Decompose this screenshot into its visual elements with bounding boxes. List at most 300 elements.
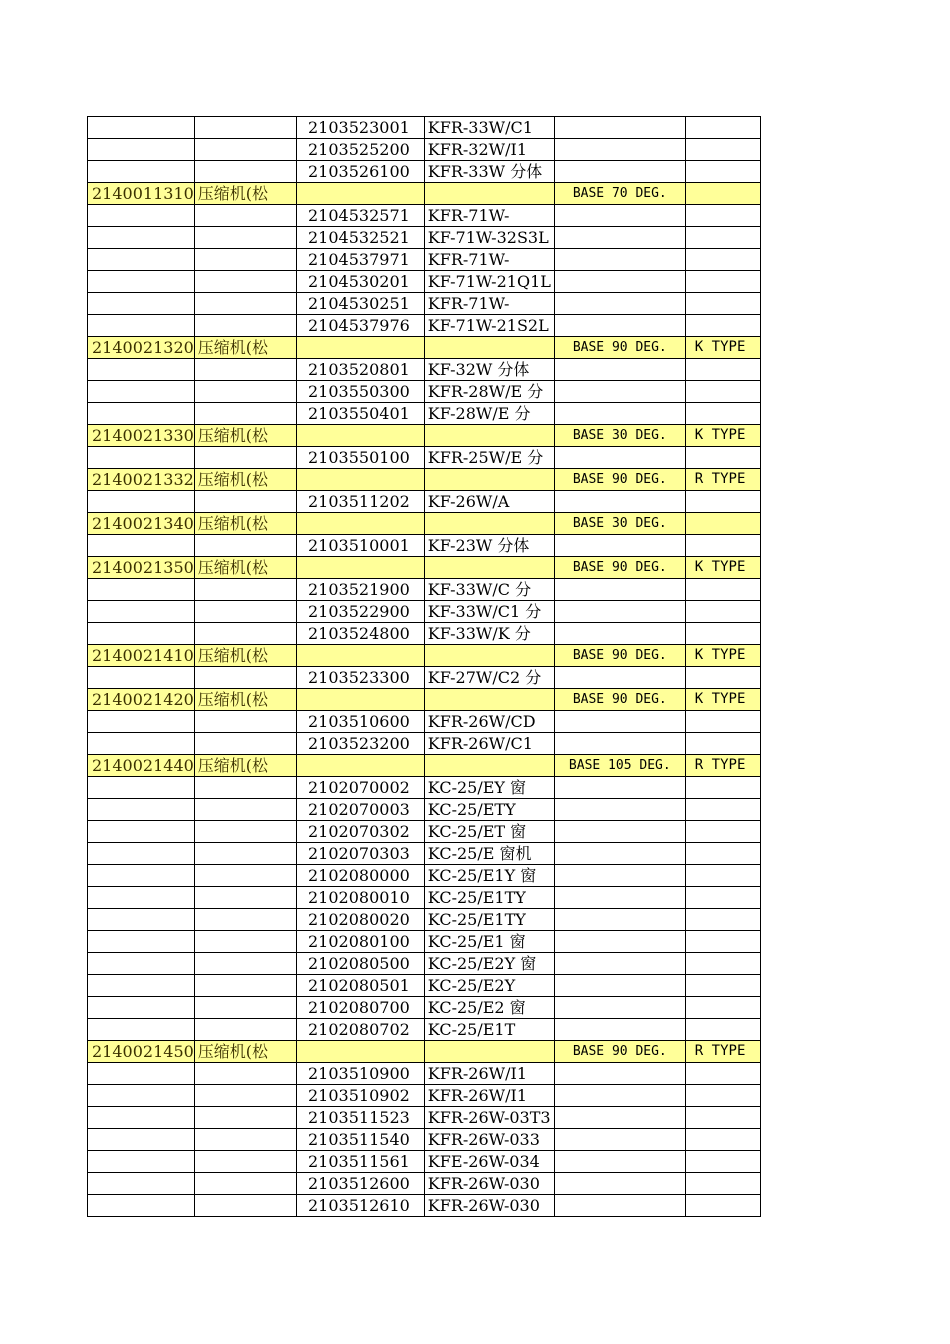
type-cell [685, 1195, 760, 1217]
type-cell: K TYPE [685, 337, 760, 359]
table-row [88, 293, 761, 315]
base-angle-cell [554, 249, 685, 271]
type-cell [685, 227, 760, 249]
compressor-code-cell [88, 1129, 195, 1151]
compressor-code-cell [88, 733, 195, 755]
unit-code-cell [296, 557, 424, 579]
compressor-code-cell [88, 931, 195, 953]
unit-code-cell: 2103510902 [296, 1085, 424, 1107]
compressor-code-cell [88, 1195, 195, 1217]
unit-code-cell [296, 425, 424, 447]
unit-code-cell: 2102080020 [296, 909, 424, 931]
compressor-name-cell [194, 161, 296, 183]
unit-code-cell: 2103523300 [296, 667, 424, 689]
compressor-code-cell [88, 271, 195, 293]
base-angle-cell [554, 997, 685, 1019]
compressor-code-cell [88, 535, 195, 557]
compressor-code-cell [88, 1173, 195, 1195]
compressor-name-cell [194, 997, 296, 1019]
table-row [88, 447, 761, 469]
compressor-header-row [88, 469, 761, 491]
compressor-code-cell: 2140021340 [88, 513, 195, 535]
compressor-name-cell [194, 1151, 296, 1173]
unit-code-cell: 2103525200 [296, 139, 424, 161]
type-cell [685, 183, 760, 205]
unit-code-cell: 2102070002 [296, 777, 424, 799]
compressor-code-cell [88, 403, 195, 425]
type-cell [685, 1085, 760, 1107]
base-angle-cell [554, 315, 685, 337]
base-angle-cell [554, 843, 685, 865]
base-angle-cell [554, 1195, 685, 1217]
base-angle-cell [554, 1173, 685, 1195]
type-cell [685, 601, 760, 623]
model-cell: KF-33W/K 分 [424, 623, 554, 645]
table-row [88, 535, 761, 557]
type-cell [685, 381, 760, 403]
unit-code-cell: 2102080500 [296, 953, 424, 975]
compressor-name-cell [194, 667, 296, 689]
type-cell: R TYPE [685, 755, 760, 777]
compressor-code-cell [88, 205, 195, 227]
table-row [88, 1019, 761, 1041]
base-angle-cell [554, 447, 685, 469]
table-row [88, 623, 761, 645]
compressor-name-cell [194, 821, 296, 843]
unit-code-cell: 2102080100 [296, 931, 424, 953]
unit-code-cell: 2103512600 [296, 1173, 424, 1195]
model-cell: KFR-26W-030 [424, 1195, 554, 1217]
compressor-code-cell [88, 359, 195, 381]
type-cell: K TYPE [685, 645, 760, 667]
type-cell [685, 711, 760, 733]
model-cell: KF-27W/C2 分 [424, 667, 554, 689]
compressor-name-cell [194, 293, 296, 315]
type-cell [685, 821, 760, 843]
type-cell [685, 513, 760, 535]
compressor-code-cell [88, 623, 195, 645]
compressor-name-cell: 压缩机(松 [194, 513, 296, 535]
unit-code-cell: 2104537976 [296, 315, 424, 337]
compressor-name-cell [194, 359, 296, 381]
table-row [88, 1107, 761, 1129]
compressor-name-cell [194, 799, 296, 821]
compressor-code-cell [88, 1085, 195, 1107]
type-cell [685, 623, 760, 645]
type-cell [685, 579, 760, 601]
type-cell [685, 887, 760, 909]
unit-code-cell: 2102080702 [296, 1019, 424, 1041]
base-angle-cell: BASE 90 DEG. [554, 469, 685, 491]
model-cell: KC-25/E2Y 窗 [424, 953, 554, 975]
base-angle-cell [554, 733, 685, 755]
table-row [88, 117, 761, 139]
compressor-name-cell: 压缩机(松 [194, 425, 296, 447]
unit-code-cell: 2103510600 [296, 711, 424, 733]
compressor-name-cell [194, 777, 296, 799]
type-cell [685, 447, 760, 469]
unit-code-cell [296, 755, 424, 777]
compressor-name-cell [194, 205, 296, 227]
compressor-name-cell: 压缩机(松 [194, 1041, 296, 1063]
base-angle-cell [554, 161, 685, 183]
model-cell: KF-33W/C1 分 [424, 601, 554, 623]
compressor-code-cell [88, 381, 195, 403]
model-cell [424, 689, 554, 711]
model-cell: KFR-28W/E 分 [424, 381, 554, 403]
table-row [88, 139, 761, 161]
model-cell: KF-26W/A [424, 491, 554, 513]
unit-code-cell [296, 337, 424, 359]
base-angle-cell [554, 1129, 685, 1151]
compressor-code-cell [88, 447, 195, 469]
model-cell: KF-71W-32S3L [424, 227, 554, 249]
model-cell [424, 337, 554, 359]
unit-code-cell: 2103520801 [296, 359, 424, 381]
unit-code-cell: 2103523200 [296, 733, 424, 755]
model-cell: KFR-33W 分体 [424, 161, 554, 183]
compressor-name-cell [194, 601, 296, 623]
base-angle-cell [554, 799, 685, 821]
compressor-code-cell [88, 293, 195, 315]
base-angle-cell [554, 227, 685, 249]
base-angle-cell: BASE 90 DEG. [554, 689, 685, 711]
compressor-code-cell [88, 579, 195, 601]
base-angle-cell [554, 623, 685, 645]
compressor-name-cell [194, 909, 296, 931]
table-row [88, 1063, 761, 1085]
base-angle-cell: BASE 70 DEG. [554, 183, 685, 205]
type-cell [685, 271, 760, 293]
model-cell: KFR-26W/C1 [424, 733, 554, 755]
unit-code-cell [296, 183, 424, 205]
compressor-code-cell [88, 1107, 195, 1129]
unit-code-cell [296, 469, 424, 491]
compressor-name-cell [194, 447, 296, 469]
table-row [88, 271, 761, 293]
unit-code-cell: 2102080010 [296, 887, 424, 909]
type-cell [685, 139, 760, 161]
compressor-code-cell [88, 865, 195, 887]
model-cell: KFR-32W/I1 [424, 139, 554, 161]
type-cell [685, 491, 760, 513]
compressor-header-row [88, 1041, 761, 1063]
compressor-name-cell [194, 579, 296, 601]
type-cell [685, 117, 760, 139]
table-row [88, 975, 761, 997]
model-cell: KFR-71W- [424, 249, 554, 271]
compressor-code-cell [88, 799, 195, 821]
unit-code-cell: 2104537971 [296, 249, 424, 271]
model-cell [424, 755, 554, 777]
compressor-header-row [88, 645, 761, 667]
compressor-code-cell: 2140021320 [88, 337, 195, 359]
base-angle-cell: BASE 30 DEG. [554, 513, 685, 535]
compressor-name-cell: 压缩机(松 [194, 557, 296, 579]
table-row [88, 249, 761, 271]
base-angle-cell [554, 117, 685, 139]
base-angle-cell [554, 403, 685, 425]
base-angle-cell [554, 865, 685, 887]
type-cell [685, 997, 760, 1019]
compressor-name-cell [194, 1019, 296, 1041]
model-cell: KC-25/E2Y [424, 975, 554, 997]
type-cell: K TYPE [685, 689, 760, 711]
base-angle-cell [554, 953, 685, 975]
base-angle-cell [554, 975, 685, 997]
compressor-header-row [88, 425, 761, 447]
base-angle-cell [554, 821, 685, 843]
type-cell: K TYPE [685, 425, 760, 447]
model-cell: KC-25/E1 窗 [424, 931, 554, 953]
unit-code-cell: 2104530201 [296, 271, 424, 293]
type-cell [685, 975, 760, 997]
type-cell [685, 1019, 760, 1041]
parts-table-body [88, 117, 761, 1217]
type-cell [685, 931, 760, 953]
type-cell: R TYPE [685, 469, 760, 491]
type-cell [685, 1151, 760, 1173]
unit-code-cell: 2102080700 [296, 997, 424, 1019]
type-cell [685, 293, 760, 315]
unit-code-cell: 2102070303 [296, 843, 424, 865]
table-row [88, 403, 761, 425]
unit-code-cell: 2102080000 [296, 865, 424, 887]
table-row [88, 1129, 761, 1151]
compressor-name-cell [194, 1173, 296, 1195]
compressor-name-cell [194, 403, 296, 425]
model-cell [424, 513, 554, 535]
compressor-code-cell [88, 997, 195, 1019]
compressor-code-cell [88, 953, 195, 975]
table-row [88, 953, 761, 975]
base-angle-cell [554, 667, 685, 689]
compressor-name-cell: 压缩机(松 [194, 755, 296, 777]
compressor-code-cell [88, 1063, 195, 1085]
base-angle-cell [554, 1019, 685, 1041]
model-cell: KFR-26W/I1 [424, 1063, 554, 1085]
type-cell [685, 777, 760, 799]
compressor-name-cell [194, 887, 296, 909]
unit-code-cell: 2103510900 [296, 1063, 424, 1085]
compressor-code-cell [88, 821, 195, 843]
type-cell [685, 315, 760, 337]
base-angle-cell: BASE 90 DEG. [554, 645, 685, 667]
table-row [88, 667, 761, 689]
unit-code-cell: 2103511523 [296, 1107, 424, 1129]
compressor-header-row [88, 183, 761, 205]
table-row [88, 359, 761, 381]
model-cell: KF-23W 分体 [424, 535, 554, 557]
unit-code-cell: 2102070003 [296, 799, 424, 821]
base-angle-cell [554, 271, 685, 293]
compressor-header-row [88, 755, 761, 777]
compressor-name-cell: 压缩机(松 [194, 337, 296, 359]
base-angle-cell [554, 909, 685, 931]
model-cell: KF-71W-21S2L [424, 315, 554, 337]
compressor-code-cell: 2140021440 [88, 755, 195, 777]
model-cell: KC-25/E1TY [424, 887, 554, 909]
compressor-name-cell [194, 271, 296, 293]
type-cell [685, 1173, 760, 1195]
model-cell: KC-25/E1TY [424, 909, 554, 931]
model-cell: KFR-33W/C1 [424, 117, 554, 139]
compressor-code-cell [88, 161, 195, 183]
unit-code-cell: 2104532571 [296, 205, 424, 227]
table-row [88, 997, 761, 1019]
compressor-name-cell [194, 843, 296, 865]
compressor-name-cell [194, 117, 296, 139]
unit-code-cell: 2104530251 [296, 293, 424, 315]
model-cell: KFR-71W- [424, 293, 554, 315]
table-row [88, 1173, 761, 1195]
compressor-name-cell [194, 975, 296, 997]
type-cell [685, 1107, 760, 1129]
compressor-code-cell: 2140021410 [88, 645, 195, 667]
table-row [88, 887, 761, 909]
base-angle-cell [554, 381, 685, 403]
compressor-name-cell: 压缩机(松 [194, 645, 296, 667]
compressor-header-row [88, 337, 761, 359]
unit-code-cell: 2103510001 [296, 535, 424, 557]
unit-code-cell: 2104532521 [296, 227, 424, 249]
base-angle-cell [554, 1085, 685, 1107]
compressor-code-cell: 2140021420 [88, 689, 195, 711]
unit-code-cell: 2103526100 [296, 161, 424, 183]
unit-code-cell: 2103521900 [296, 579, 424, 601]
unit-code-cell: 2102080501 [296, 975, 424, 997]
compressor-header-row [88, 513, 761, 535]
compressor-code-cell [88, 227, 195, 249]
model-cell: KC-25/EY 窗 [424, 777, 554, 799]
type-cell [685, 205, 760, 227]
type-cell [685, 1063, 760, 1085]
compressor-name-cell [194, 865, 296, 887]
compressor-name-cell: 压缩机(松 [194, 689, 296, 711]
base-angle-cell: BASE 30 DEG. [554, 425, 685, 447]
compressor-code-cell [88, 1019, 195, 1041]
compressor-code-cell [88, 139, 195, 161]
table-row [88, 381, 761, 403]
compressor-name-cell [194, 953, 296, 975]
type-cell: K TYPE [685, 557, 760, 579]
table-row [88, 601, 761, 623]
compressor-code-cell [88, 711, 195, 733]
table-row [88, 315, 761, 337]
unit-code-cell: 2103523001 [296, 117, 424, 139]
compressor-code-cell [88, 843, 195, 865]
table-row [88, 1151, 761, 1173]
table-row [88, 777, 761, 799]
compressor-header-row [88, 557, 761, 579]
compressor-code-cell: 2140021330 [88, 425, 195, 447]
compressor-name-cell [194, 249, 296, 271]
table-row [88, 1085, 761, 1107]
table-row [88, 931, 761, 953]
compressor-code-cell [88, 601, 195, 623]
unit-code-cell [296, 513, 424, 535]
model-cell: KC-25/E2 窗 [424, 997, 554, 1019]
model-cell [424, 1041, 554, 1063]
type-cell [685, 1129, 760, 1151]
unit-code-cell: 2103511202 [296, 491, 424, 513]
base-angle-cell [554, 139, 685, 161]
compressor-name-cell [194, 1107, 296, 1129]
compressor-name-cell [194, 315, 296, 337]
table-row [88, 843, 761, 865]
compressor-name-cell [194, 139, 296, 161]
parts-table [87, 116, 761, 1217]
type-cell [685, 733, 760, 755]
model-cell: KC-25/E 窗机 [424, 843, 554, 865]
compressor-name-cell [194, 491, 296, 513]
base-angle-cell [554, 931, 685, 953]
base-angle-cell [554, 777, 685, 799]
base-angle-cell [554, 1151, 685, 1173]
unit-code-cell: 2103550100 [296, 447, 424, 469]
unit-code-cell: 2103511561 [296, 1151, 424, 1173]
model-cell: KFR-25W/E 分 [424, 447, 554, 469]
unit-code-cell [296, 1041, 424, 1063]
compressor-code-cell: 2140021350 [88, 557, 195, 579]
table-row [88, 161, 761, 183]
model-cell: KC-25/E1T [424, 1019, 554, 1041]
unit-code-cell: 2103550401 [296, 403, 424, 425]
compressor-name-cell [194, 227, 296, 249]
base-angle-cell: BASE 90 DEG. [554, 1041, 685, 1063]
type-cell [685, 161, 760, 183]
compressor-code-cell [88, 117, 195, 139]
model-cell: KC-25/E1Y 窗 [424, 865, 554, 887]
compressor-code-cell [88, 667, 195, 689]
table-row [88, 579, 761, 601]
compressor-code-cell: 2140021332 [88, 469, 195, 491]
table-row [88, 711, 761, 733]
compressor-name-cell [194, 1195, 296, 1217]
compressor-code-cell [88, 887, 195, 909]
base-angle-cell [554, 359, 685, 381]
base-angle-cell [554, 293, 685, 315]
type-cell [685, 909, 760, 931]
compressor-name-cell: 压缩机(松 [194, 183, 296, 205]
model-cell [424, 469, 554, 491]
compressor-name-cell [194, 1129, 296, 1151]
compressor-code-cell [88, 491, 195, 513]
type-cell [685, 535, 760, 557]
unit-code-cell: 2103524800 [296, 623, 424, 645]
unit-code-cell: 2103512610 [296, 1195, 424, 1217]
type-cell [685, 359, 760, 381]
model-cell [424, 645, 554, 667]
model-cell: KFR-26W/I1 [424, 1085, 554, 1107]
unit-code-cell [296, 645, 424, 667]
compressor-name-cell [194, 1085, 296, 1107]
model-cell: KFR-71W- [424, 205, 554, 227]
base-angle-cell [554, 1063, 685, 1085]
type-cell [685, 865, 760, 887]
table-row [88, 733, 761, 755]
unit-code-cell [296, 689, 424, 711]
base-angle-cell: BASE 105 DEG. [554, 755, 685, 777]
base-angle-cell: BASE 90 DEG. [554, 557, 685, 579]
unit-code-cell: 2103550300 [296, 381, 424, 403]
compressor-code-cell [88, 777, 195, 799]
compressor-code-cell [88, 249, 195, 271]
model-cell: KFR-26W/CD [424, 711, 554, 733]
compressor-code-cell [88, 975, 195, 997]
base-angle-cell [554, 887, 685, 909]
model-cell: KF-33W/C 分 [424, 579, 554, 601]
